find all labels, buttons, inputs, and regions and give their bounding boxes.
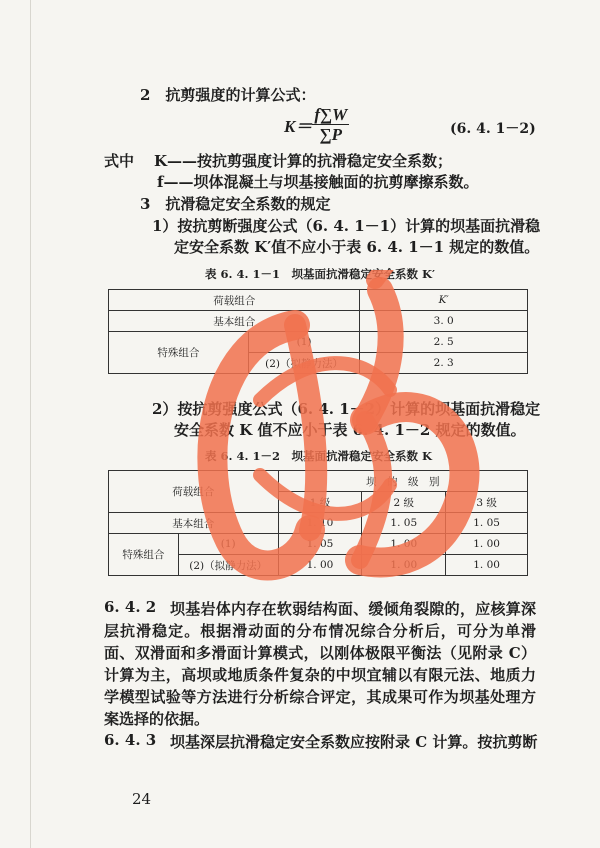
table-1-special-1-label: (1) <box>248 332 360 353</box>
item-1-line-2: 定安全系数 K′值不应小于表 6. 4. 1－1 规定的数值。 <box>174 238 540 256</box>
table-1-special-2-label: (2)（拟静力法） <box>248 353 360 374</box>
table-row <box>109 290 528 311</box>
table-1-basic-label: 基本组合 <box>109 311 360 332</box>
table-2-special-1-value-2: 1. 00 <box>362 534 446 555</box>
formula <box>284 106 349 143</box>
item-2-line-2: 安全系数 K 值不应小于表 6. 4. 1－2 规定的数值。 <box>174 421 526 439</box>
table-2-grade-3: 3 级 <box>446 492 528 513</box>
k-definition: K——按抗剪强度计算的抗滑稳定安全系数； <box>154 152 453 170</box>
table-1-special-1-value: 2. 5 <box>360 332 528 353</box>
table-row <box>109 534 528 555</box>
formula-fraction <box>312 106 349 143</box>
table-2-grade-1: 1 级 <box>278 492 362 513</box>
formula-lhs: K＝ <box>284 117 313 136</box>
item-1-line-1: 1）按抗剪断强度公式（6. 4. 1－1）计算的坝基面抗滑稳 <box>152 217 541 235</box>
clause-643-text: 坝基深层抗滑稳定安全系数应按附录 C 计算。按抗剪断 <box>170 733 538 751</box>
table-row <box>109 471 528 492</box>
clause-642-number: 6. 4. 2 <box>104 598 157 616</box>
table-2 <box>108 470 528 576</box>
table-2-basic-value-1: 1. 10 <box>278 513 362 534</box>
clause-643-number: 6. 4. 3 <box>104 731 157 749</box>
table-2-special-2-value-2: 1. 00 <box>362 555 446 576</box>
table-2-basic-value-3: 1. 05 <box>446 513 528 534</box>
table-1-caption: 表 6. 4. 1－1 坝基面抗滑稳定安全系数 K′ <box>205 267 436 281</box>
table-row <box>109 332 528 353</box>
table-2-special-2-label: (2)（拟静力法） <box>178 555 278 576</box>
clause-642-line-4: 计算为主，高坝或地质条件复杂的中坝宜辅以有限元法、地质力 <box>104 666 536 684</box>
page-number: 24 <box>132 790 152 808</box>
clause-642-line-3: 面、双滑面和多滑面计算模式，以刚体极限平衡法（见附录 C） <box>104 644 536 662</box>
section-3-heading: 3 抗滑稳定安全系数的规定 <box>140 195 331 213</box>
table-2-header-grade: 坝 的 级 别 <box>278 471 527 492</box>
formula-number: (6. 4. 1－2) <box>450 121 536 137</box>
table-2-basic-label: 基本组合 <box>109 513 279 534</box>
table-2-caption: 表 6. 4. 1－2 坝基面抗滑稳定安全系数 K <box>205 449 433 463</box>
section-2-heading: 2 抗剪强度的计算公式： <box>140 86 316 104</box>
table-2-special-2-value-3: 1. 00 <box>446 555 528 576</box>
table-2-special-label: 特殊组合 <box>109 534 179 576</box>
table-2-special-2-value-1: 1. 00 <box>278 555 362 576</box>
item-2-line-1: 2）按抗剪强度公式（6. 4. 1－2）计算的坝基面抗滑稳定 <box>152 400 541 418</box>
clause-642-line-5: 学模型试验等方法进行分析综合评定，其成果可作为坝基处理方 <box>104 688 536 706</box>
clause-642-line-6: 案选择的依据。 <box>104 710 210 728</box>
formula-denominator: ∑P <box>319 125 343 144</box>
clause-642-line-2: 层抗滑稳定。根据滑动面的分布情况综合分析后，可分为单滑 <box>104 622 536 640</box>
table-2-header-combo: 荷载组合 <box>109 471 279 513</box>
table-1-special-label: 特殊组合 <box>109 332 249 374</box>
f-definition: f——坝体混凝土与坝基接触面的抗剪摩擦系数。 <box>157 173 479 191</box>
table-2-basic-value-2: 1. 05 <box>362 513 446 534</box>
where-intro: 式中 <box>104 152 135 170</box>
table-row <box>109 513 528 534</box>
table-2-grade-2: 2 级 <box>362 492 446 513</box>
table-1 <box>108 289 528 374</box>
table-1-basic-value: 3. 0 <box>360 311 528 332</box>
page-fold-line <box>30 0 31 848</box>
table-row <box>109 311 528 332</box>
table-1-header-combo: 荷载组合 <box>109 290 360 311</box>
table-2-special-1-value-1: 1. 05 <box>278 534 362 555</box>
table-2-special-1-label: (1) <box>178 534 278 555</box>
table-1-special-2-value: 2. 3 <box>360 353 528 374</box>
clause-642-line-1: 坝基岩体内存在软弱结构面、缓倾角裂隙的，应核算深 <box>170 600 536 618</box>
table-1-header-k: K′ <box>360 290 528 311</box>
table-2-special-1-value-3: 1. 00 <box>446 534 528 555</box>
formula-numerator: f∑W <box>314 105 348 124</box>
